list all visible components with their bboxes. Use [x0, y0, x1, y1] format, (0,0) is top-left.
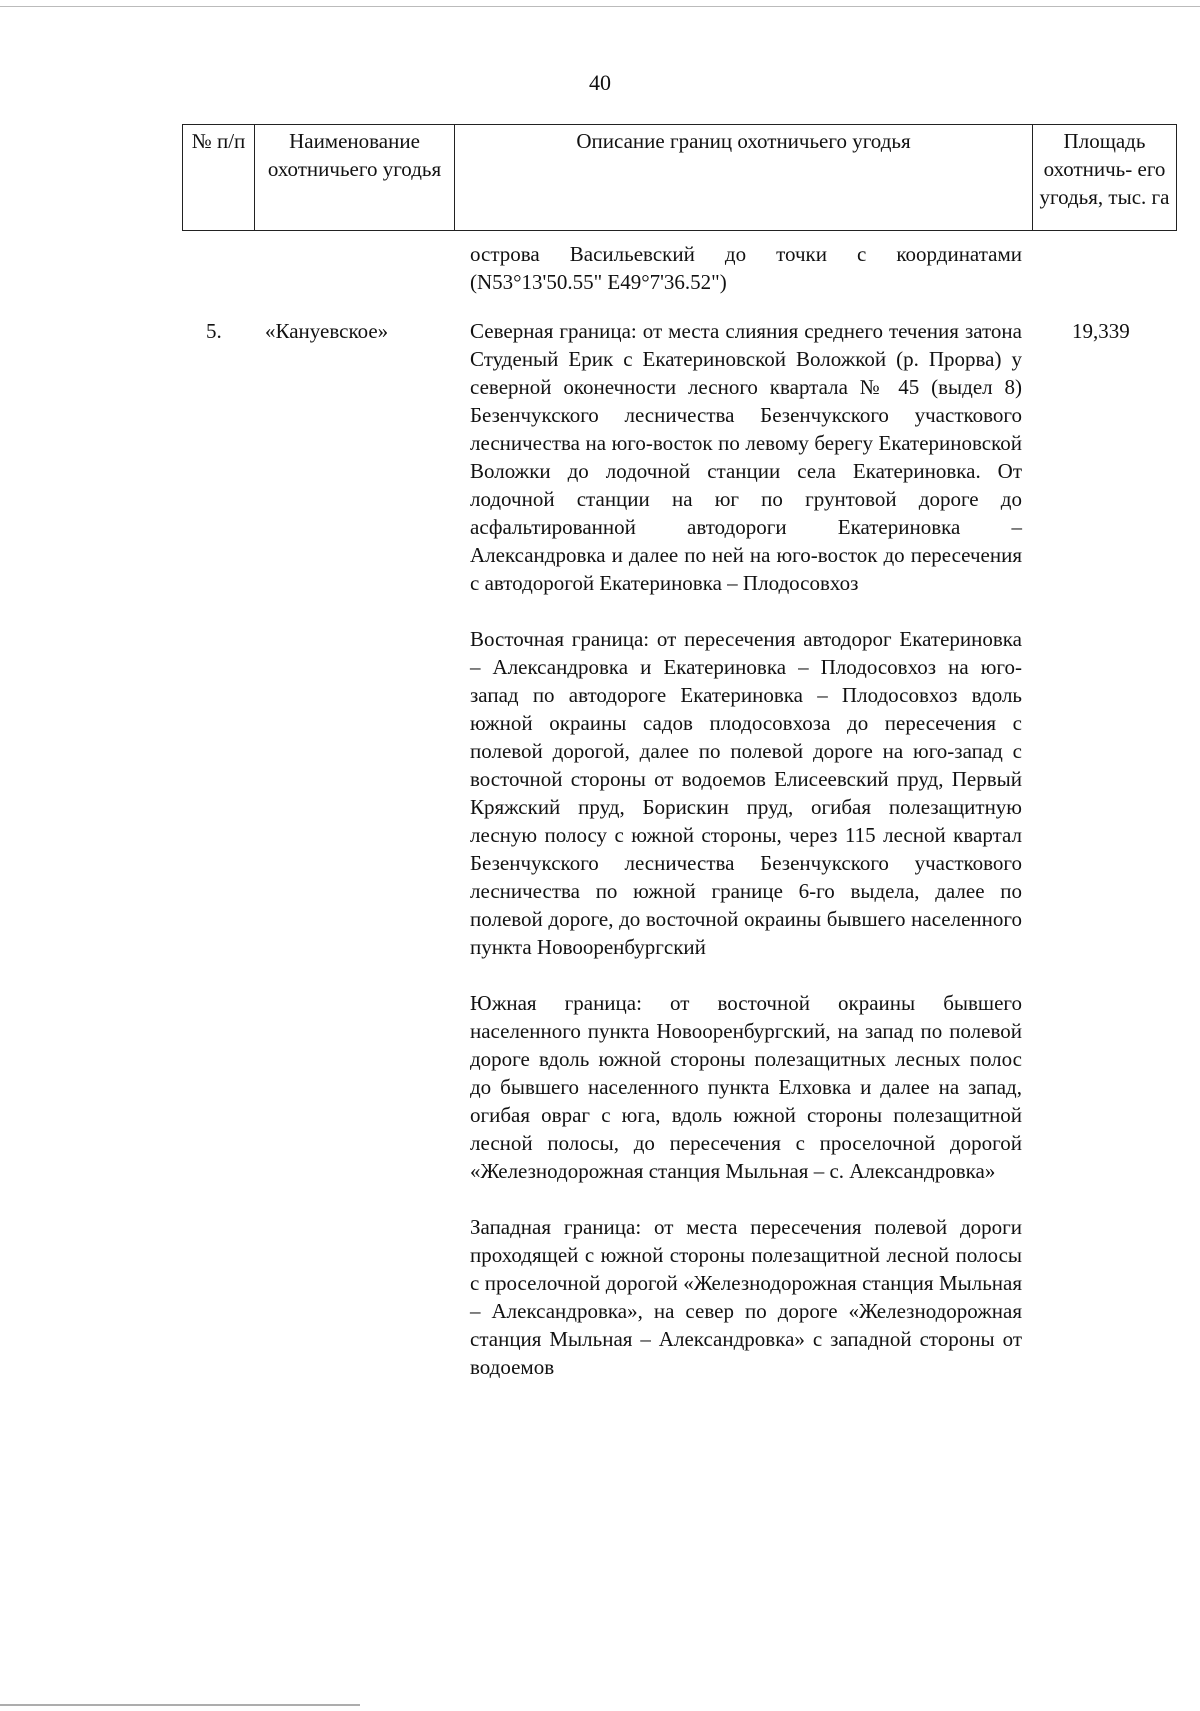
page-number: 40: [589, 70, 611, 95]
continuation-text: острова Васильевский до точки с координатами (N53°13'50.55" E49°7'36.52"): [470, 242, 1022, 294]
header-num: № п/п: [183, 125, 255, 231]
north-boundary-paragraph: Северная граница: от места слияния среднего течения затона Студеный Ерик с Екатериновской Воложкой (р. Прорва) у северной оконечности лесного квартала № 45 (выдел 8) Безенчукского лесничества Безенчукского участкового лесничества на юго-восток по левому берегу Екатериновской Воложки до лодочной станции села Екатериновка. От лодочной станции на юг по грунтовой дороге до асфальтированной автодороги Екатериновка – Александровка и далее по ней на юго-восток до пересечения с автодорогой Екатериновка – Плодосовхоз: [470, 319, 1022, 595]
boundary-table-header: [182, 124, 1177, 231]
scan-edge-bottom: [0, 1704, 360, 1706]
row-number: 5.: [206, 319, 222, 343]
row-description: [470, 317, 1022, 1409]
scan-edge-top: [0, 6, 1200, 7]
header-name: Наименование охотничьего угодья: [255, 125, 455, 231]
south-boundary-paragraph: Южная граница: от восточной окраины бывшего населенного пункта Новооренбургский, на запад по полевой дороге вдоль южной стороны полезащитных лесных полос до бывшего населенного пункта Елховка и далее на запад, огибая овраг с юга, вдоль южной стороны полезащитной лесной полосы, до пересечения с проселочной дорогой «Железнодорожная станция Мыльная – с. Александровка»: [470, 991, 1022, 1183]
row-name: «Кануевское»: [265, 319, 389, 343]
header-description: Описание границ охотничьего угодья: [455, 125, 1033, 231]
west-boundary-paragraph: Западная граница: от места пересечения полевой дороги проходящей с южной стороны полезащитной лесной полосы с проселочной дорогой «Железнодорожная станция Мыльная – Александровка», на север по дороге «Железнодорожная станция Мыльная – Александровка» с западной стороны от водоемов: [470, 1215, 1022, 1379]
row-area: 19,339: [1072, 319, 1130, 343]
east-boundary-paragraph: Восточная граница: от пересечения автодорог Екатериновка – Александровка и Екатериновка – Плодосовхоз на юго-запад по автодороге Екатериновка – Плодосовхоз вдоль южной окраины садов плодосовхоза до пересечения с полевой дорогой, далее по полевой дороге на юго-запад с восточной стороны от водоемов Елисеевский пруд, Первый Кряжский пруд, Борискин пруд, огибая полезащитную лесную полосу с южной стороны, через 115 лесной квартал Безенчукского лесничества Безенчукского участкового лесничества по южной границе 6-го выдела, далее по полевой дороге, до восточной окраины бывшего населенного пункта Новооренбургский: [470, 627, 1022, 959]
header-area: Площадь охотничь- его угодья, тыс. га: [1033, 125, 1177, 231]
